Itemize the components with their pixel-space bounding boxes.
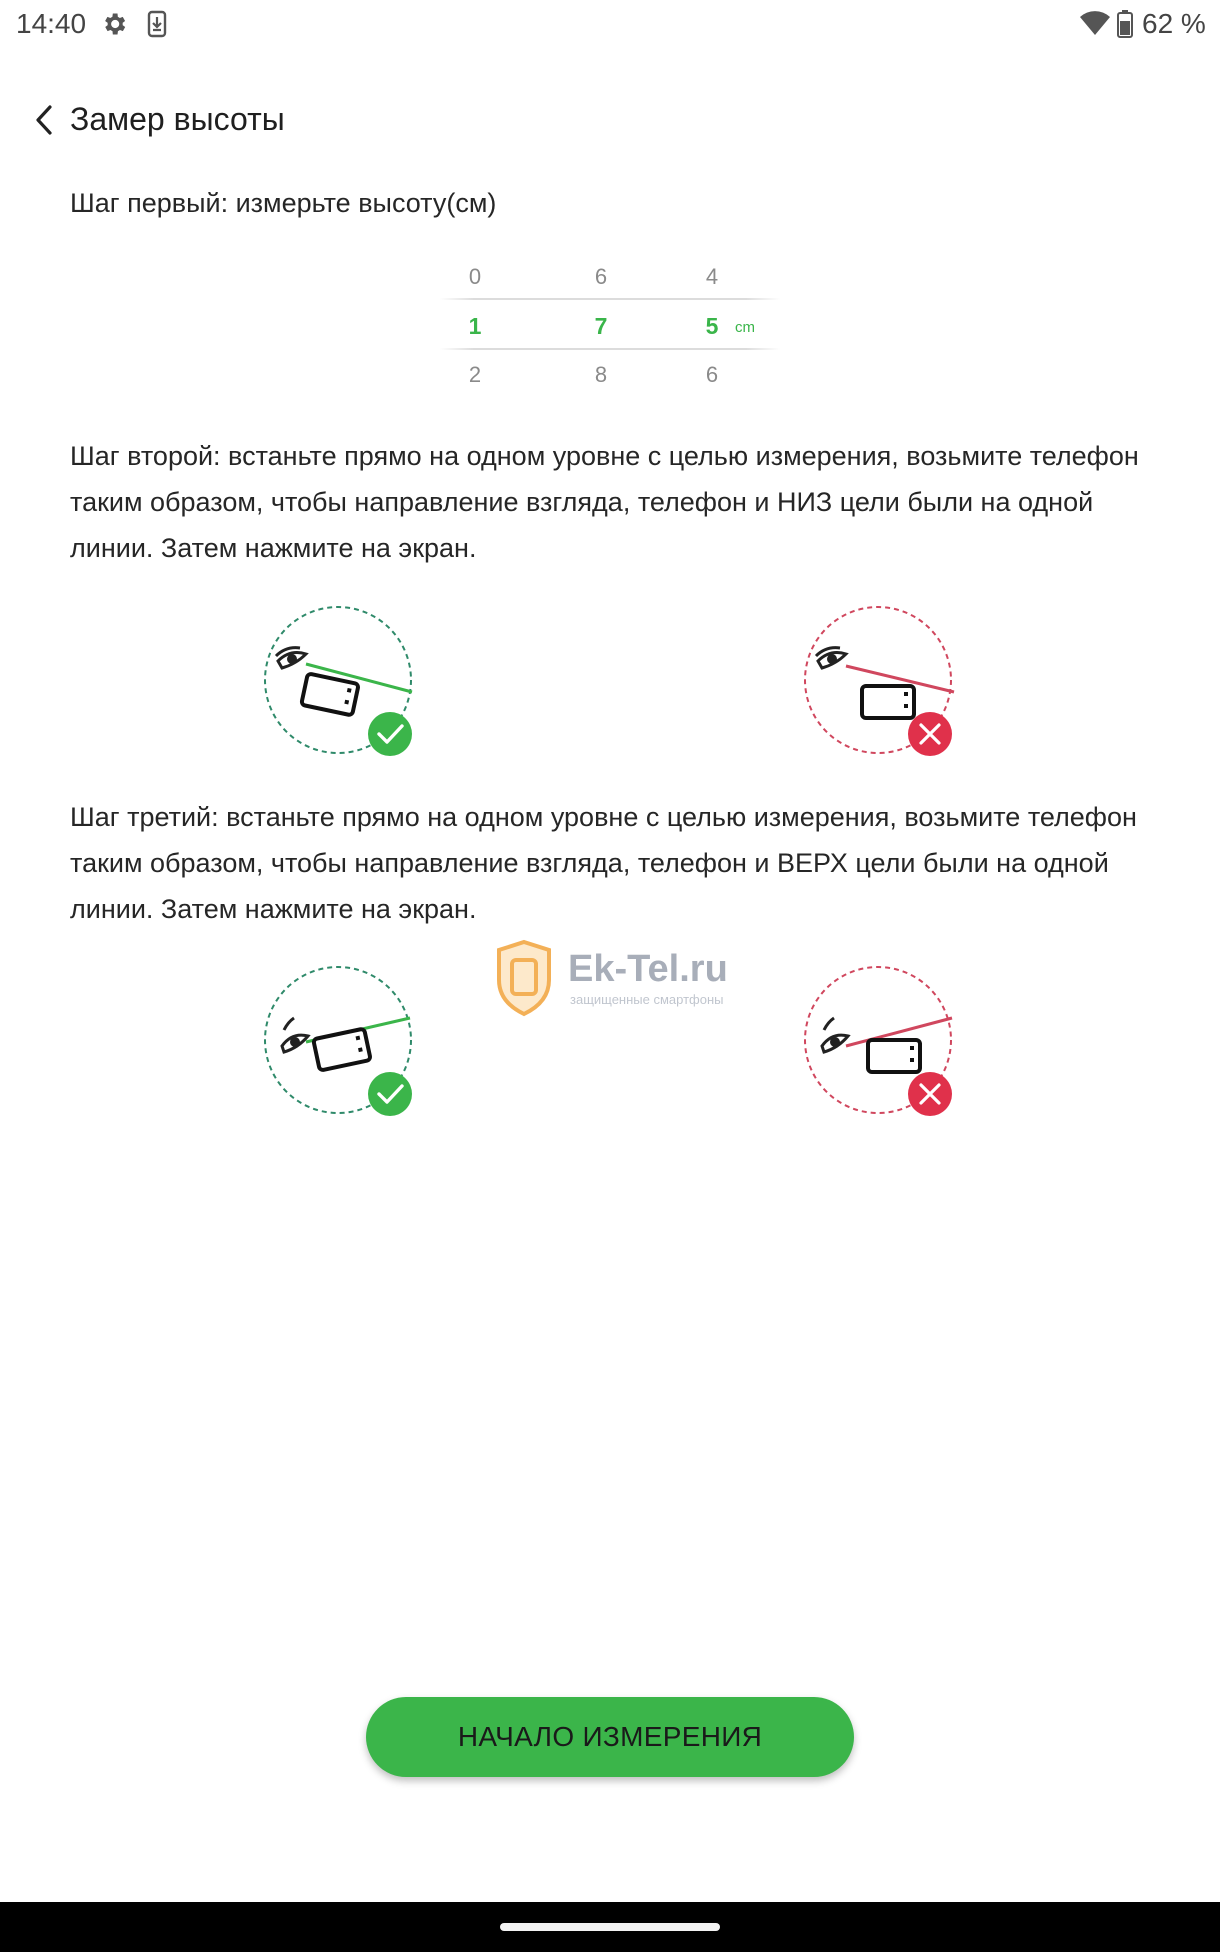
step-three-text: Шаг третий: встаньте прямо на одном уровне с целью измерения, возьмите телефон таким образом, чтобы направление взгляда, телефон и ВЕРХ цели были на одной линии. Затем нажмите на экран. (70, 802, 1137, 924)
picker-value-below: 2 (468, 362, 482, 387)
chevron-left-icon (33, 104, 55, 136)
battery-percent: 62 % (1142, 8, 1206, 39)
illustration-top-wrong (802, 964, 962, 1124)
gear-icon (100, 10, 128, 43)
back-button[interactable] (24, 98, 64, 142)
picker-value-selected: 5 (705, 313, 719, 339)
picker-column-units[interactable] (692, 252, 732, 400)
app-header (0, 90, 1220, 150)
picker-value-below: 8 (594, 362, 608, 387)
download-icon (147, 10, 167, 43)
picker-column-hundreds[interactable] (455, 252, 495, 400)
picker-unit: cm (735, 319, 755, 336)
illustration-top-correct (262, 964, 422, 1124)
page-title: Замер высоты (70, 101, 285, 137)
start-measurement-button[interactable] (366, 1697, 854, 1777)
ek-tel-watermark (490, 938, 750, 1018)
shield-logo-icon (494, 938, 554, 1018)
wifi-icon (1080, 10, 1110, 41)
check-circle-icon (368, 712, 412, 756)
battery-icon (1117, 10, 1133, 43)
picker-value-above: 0 (468, 264, 482, 289)
illustration-bottom-correct (262, 604, 422, 764)
illustration-bottom-wrong (802, 604, 962, 764)
height-picker[interactable] (440, 252, 780, 400)
picker-value-selected: 1 (468, 313, 482, 339)
picker-value-above: 4 (705, 264, 719, 289)
status-bar (0, 0, 1220, 52)
home-gesture-handle[interactable] (500, 1923, 720, 1931)
watermark-name: Ek-Tel.ru (568, 948, 728, 990)
picker-column-tens[interactable] (581, 252, 621, 400)
picker-value-selected: 7 (594, 313, 608, 339)
picker-value-above: 6 (594, 264, 608, 289)
watermark-tagline: защищенные смартфоны (570, 992, 724, 1007)
picker-value-below: 6 (705, 362, 719, 387)
start-measurement-label: НАЧАЛО ИЗМЕРЕНИЯ (457, 1721, 763, 1752)
step-two-text: Шаг второй: встаньте прямо на одном уровне с целью измерения, возьмите телефон таким образом, чтобы направление взгляда, телефон и НИЗ цели были на одной линии. Затем нажмите на экран. (70, 441, 1139, 563)
navigation-bar (0, 1902, 1220, 1952)
step-one-text: Шаг первый: измерьте высоту(см) (70, 188, 497, 218)
status-time: 14:40 (16, 8, 87, 39)
check-circle-icon (368, 1072, 412, 1116)
